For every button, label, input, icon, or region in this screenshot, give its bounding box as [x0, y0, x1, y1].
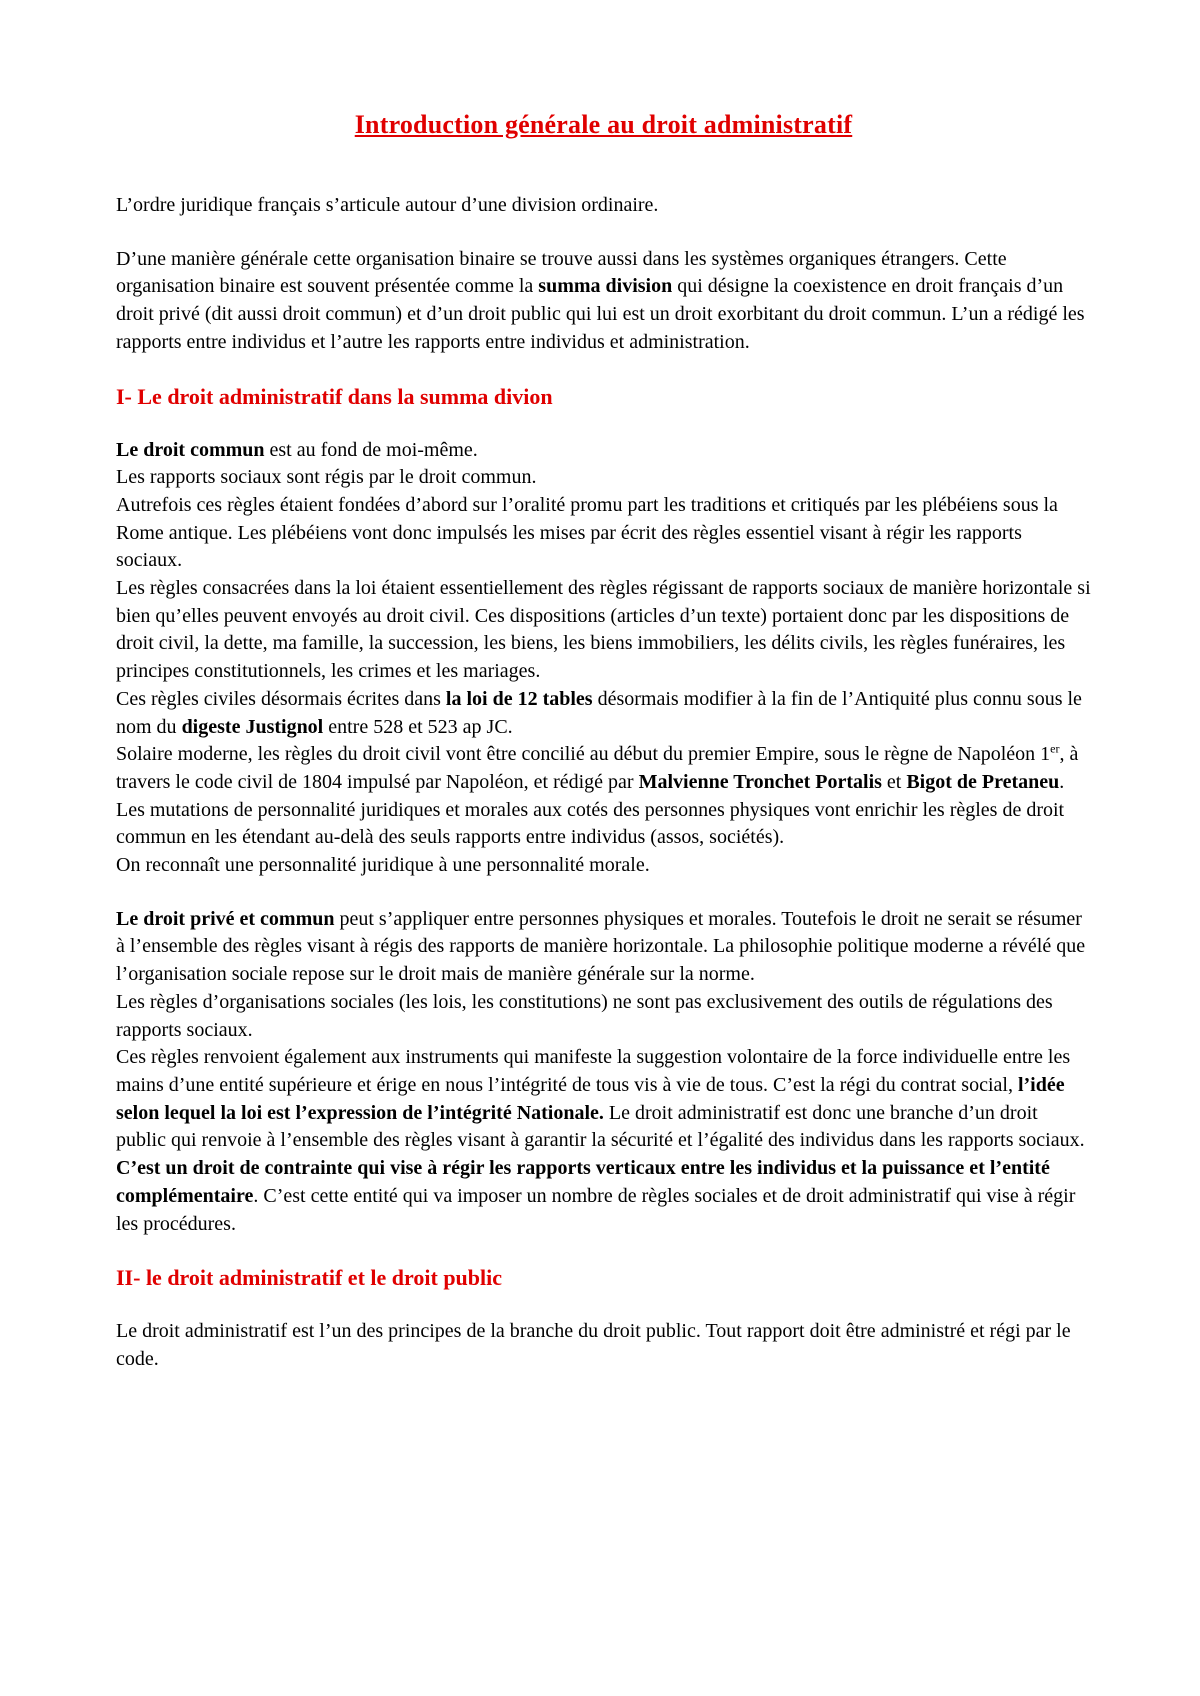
section-1-line-7: Les mutations de personnalité juridiques et morales aux cotés des personnes physiques vont enrichir les règles de droit commun en les étendant au-delà des seuls rapports entre individus (assos, sociétés).	[116, 798, 1065, 849]
document-body	[116, 110, 1091, 1374]
bold-term: l’idée selon lequel la loi est l’expression de l’intégrité Nationale.	[116, 1073, 1065, 1124]
text-run: D’une manière générale cette organisation binaire se trouve aussi dans les systèmes organiques étrangers. Cette organisation binaire est souvent présentée comme la	[116, 247, 1007, 298]
document-title: Introduction générale au droit administratif	[354, 110, 853, 139]
text-run: . C’est cette entité qui va imposer un nombre de règles sociales et de droit administratif qui vise à régir les procédures.	[116, 1184, 1076, 1235]
section-1-paragraph-m3	[116, 1044, 1091, 1238]
bold-term: Le droit privé et commun	[116, 907, 335, 930]
text-run: et	[881, 770, 907, 793]
superscript: er	[1050, 741, 1060, 756]
section-1-line-1	[116, 437, 1091, 465]
text-run: Le droit administratif est donc une branche d’un droit public qui renvoie à l’ensemble des règles visant à garantir la sécurité et l’égalité des individus dans les rapports sociaux.	[116, 1101, 1085, 1152]
section-1-paragraph-m2: Les règles d’organisations sociales (les lois, les constitutions) ne sont pas exclusivement des outils de régulations des rapports sociaux.	[116, 990, 1053, 1041]
text-run: qui désigne la coexistence en droit français d’un droit privé (dit aussi droit commun) et d’un droit public qui lui est un droit exorbitant du droit commun. L’un a rédigé les rapports entre individus et l’autre les rapports entre individus et administration.	[116, 275, 1085, 353]
section-1-heading: I- Le droit administratif dans la summa divion	[116, 383, 553, 409]
text-run: désormais modifier à la fin de l’Antiquité plus connu sous le nom du	[116, 687, 1082, 738]
section-1-line-4: Les règles consacrées dans la loi étaient essentiellement des règles régissant de rapports sociaux de manière horizontale si bien qu’elles peuvent envoyés au droit civil. Ces dispositions (articles d’un texte) portaient donc par les dispositions de droit civil, la dette, ma famille, la succession, les biens, les biens immobiliers, les délits civils, les règles funéraires, les principes constitutionnels, les crimes et les mariages.	[116, 577, 1091, 683]
bold-term: la loi de 12 tables	[445, 687, 593, 710]
bold-term: summa division	[538, 275, 673, 298]
text-run: .	[1059, 770, 1065, 793]
section-1-paragraph-m1	[116, 906, 1091, 989]
bold-term: Bigot de Pretaneu	[906, 770, 1060, 793]
section-1-line-8: On reconnaît une personnalité juridique à une personnalité morale.	[116, 854, 650, 877]
section-1-line-6	[116, 741, 1091, 796]
bold-term: C’est un droit de contrainte qui vise à régir les rapports verticaux entre les individus et la puissance et l’entité complémentaire	[116, 1157, 1050, 1207]
bold-term: digeste Justignol	[181, 715, 324, 738]
section-2-paragraph-1: Le droit administratif est l’un des principes de la branche du droit public. Tout rapport doit être administré et régi par le code.	[116, 1320, 1071, 1370]
section-1-line-3: Autrefois ces règles étaient fondées d’abord sur l’oralité promu part les traditions et critiqués par les plébéiens sous la Rome antique. Les plébéiens vont donc impulsés les mises par écrit des règles essentiel visant à régir les rapports sociaux.	[116, 493, 1058, 572]
text-run: , à travers le code civil de 1804 impulsé par Napoléon, et rédigé par	[116, 743, 1079, 793]
text-run: Ces règles renvoient également aux instruments qui manifeste la suggestion volontaire de la force individuelle entre les mains d’une entité supérieure et érige en nous l’intégrité de tous vis à vie de tous. C’est la régi du contrat social,	[116, 1046, 1071, 1096]
text-run: Solaire moderne, les règles du droit civil vont être concilié au début du premier Empire, sous le règne de Napoléon 1	[116, 743, 1051, 766]
intro-paragraph-2	[116, 246, 1091, 357]
bold-term: Le droit commun	[116, 438, 265, 461]
text-run: Ces règles civiles désormais écrites dans	[116, 687, 446, 710]
text-run: peut s’appliquer entre personnes physiques et morales. Toutefois le droit ne serait se résumer à l’ensemble des règles visant à régis des rapports de manière horizontale. La philosophie politique moderne a révélé que l’organisation sociale repose sur le droit mais de manière générale sur la norme.	[116, 907, 1086, 986]
bold-term: Malvienne Tronchet Portalis	[638, 770, 882, 793]
text-run: est au fond de moi-même.	[264, 438, 478, 461]
intro-paragraph-1: L’ordre juridique français s’articule autour d’une division ordinaire.	[116, 194, 659, 216]
text-run: entre 528 et 523 ap JC.	[323, 715, 513, 738]
section-1-line-5	[116, 686, 1091, 741]
section-2-heading: II- le droit administratif et le droit public	[116, 1265, 503, 1291]
section-1-line-2: Les rapports sociaux sont régis par le droit commun.	[116, 466, 537, 489]
